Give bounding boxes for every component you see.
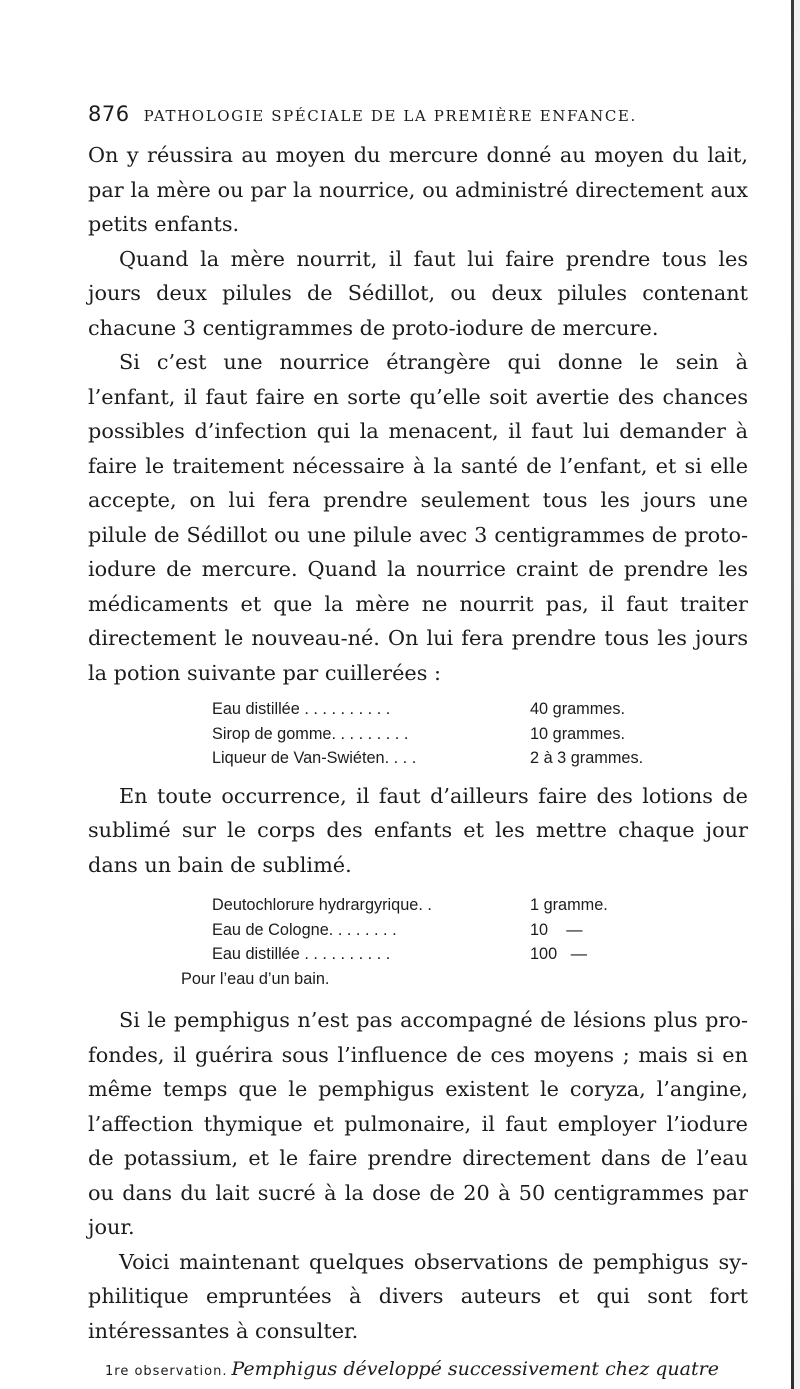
ingredient-name: Deutochlorure hydrargyrique. . xyxy=(212,896,432,914)
prescription-table-1 xyxy=(88,697,748,771)
ingredient-name: Sirop de gomme. . . . . . . . . xyxy=(212,724,409,743)
binding-shadow xyxy=(791,0,794,1389)
prescription-table-2 xyxy=(88,893,748,991)
ingredient-quantity: 2 à 3 grammes. xyxy=(530,749,644,767)
prescription-row xyxy=(212,722,748,747)
paragraph: Quand la mère nourrit, il faut lui faire prendre tous les jours deux pilules de Sédillot, ou deux pilules contenant chacune 3 centigrammes de proto-iodure de mercure. xyxy=(88,246,748,340)
observation-number: 1re observation. xyxy=(105,1364,228,1379)
paragraph: Voici maintenant quelques observations de pemphigus syphilitique empruntées à divers auteurs et qui sont fort intéressantes à consulter. xyxy=(88,1249,748,1343)
prescription-row xyxy=(212,893,748,918)
prescription-row xyxy=(212,942,748,967)
ingredient-quantity: 1 gramme. xyxy=(530,896,608,914)
page-body xyxy=(88,138,748,1380)
paragraph: Si c’est une nourrice étrangère qui donne le sein à l’enfant, il faut faire en sorte qu’elle soit avertie des chances possibles d’infection qui la menacent, il faut lui demander à faire le traitement nécessaire à la santé de l’enfant, et si elle accepte, on lui fera prendre seulement tous les jours une pilule de Sédillot ou une pilule avec 3 centigrammes de proto-iodure de mercure. Quand la nourrice craint de prendre les médicaments et que la mère ne nourrit pas, il faut traiter directement le nouveau-né. On lui fera prendre tous les jours la potion suivante par cuillerées : xyxy=(88,350,748,685)
ingredient-quantity: 100 — xyxy=(530,945,588,963)
prescription-row xyxy=(212,746,748,771)
ingredient-quantity: 40 grammes. xyxy=(530,700,626,718)
prescription-row xyxy=(212,918,748,943)
page-header xyxy=(88,102,728,134)
observation-heading xyxy=(88,1358,748,1380)
ingredient-quantity: 10 — xyxy=(530,920,583,939)
page-edge xyxy=(794,0,800,1389)
running-title: PATHOLOGIE SPÉCIALE DE LA PREMIÈRE ENFANCE. xyxy=(143,107,637,125)
paragraph: Si le pemphigus n’est pas accompagné de lésions plus profondes, il guérira sous l’influence de ces moyens ; mais si en même temps que le pemphigus existent le coryza, l’angine, l’affection thymique et pulmonaire, il faut employer l’iodure de potassium, et le faire prendre directement dans de l’eau ou dans du lait sucré à la dose de 20 à 50 centigrammes par jour. xyxy=(88,1008,748,1239)
page-number: 876 xyxy=(88,102,130,126)
prescription-row xyxy=(212,697,748,722)
paragraph: En toute occurrence, il faut d’ailleurs faire des lotions de sublimé sur le corps des enfants et les mettre chaque jour dans un bain de sublimé. xyxy=(88,783,748,877)
observation-title: Pemphigus développé successivement chez quatre xyxy=(231,1358,719,1380)
prescription-note: Pour l’eau d’un bain. xyxy=(181,969,330,988)
ingredient-name: Eau distillée . . . . . . . . . . xyxy=(212,700,391,718)
ingredient-quantity: 10 grammes. xyxy=(530,724,626,743)
ingredient-name: Eau de Cologne. . . . . . . . xyxy=(212,920,397,939)
ingredient-name: Liqueur de Van-Swiéten. . . . xyxy=(212,749,417,767)
ingredient-name: Eau distillée . . . . . . . . . . xyxy=(212,945,391,963)
paragraph: On y réussira au moyen du mercure donné au moyen du lait, par la mère ou par la nourrice, ou administré directement aux petits enfants. xyxy=(88,143,748,236)
